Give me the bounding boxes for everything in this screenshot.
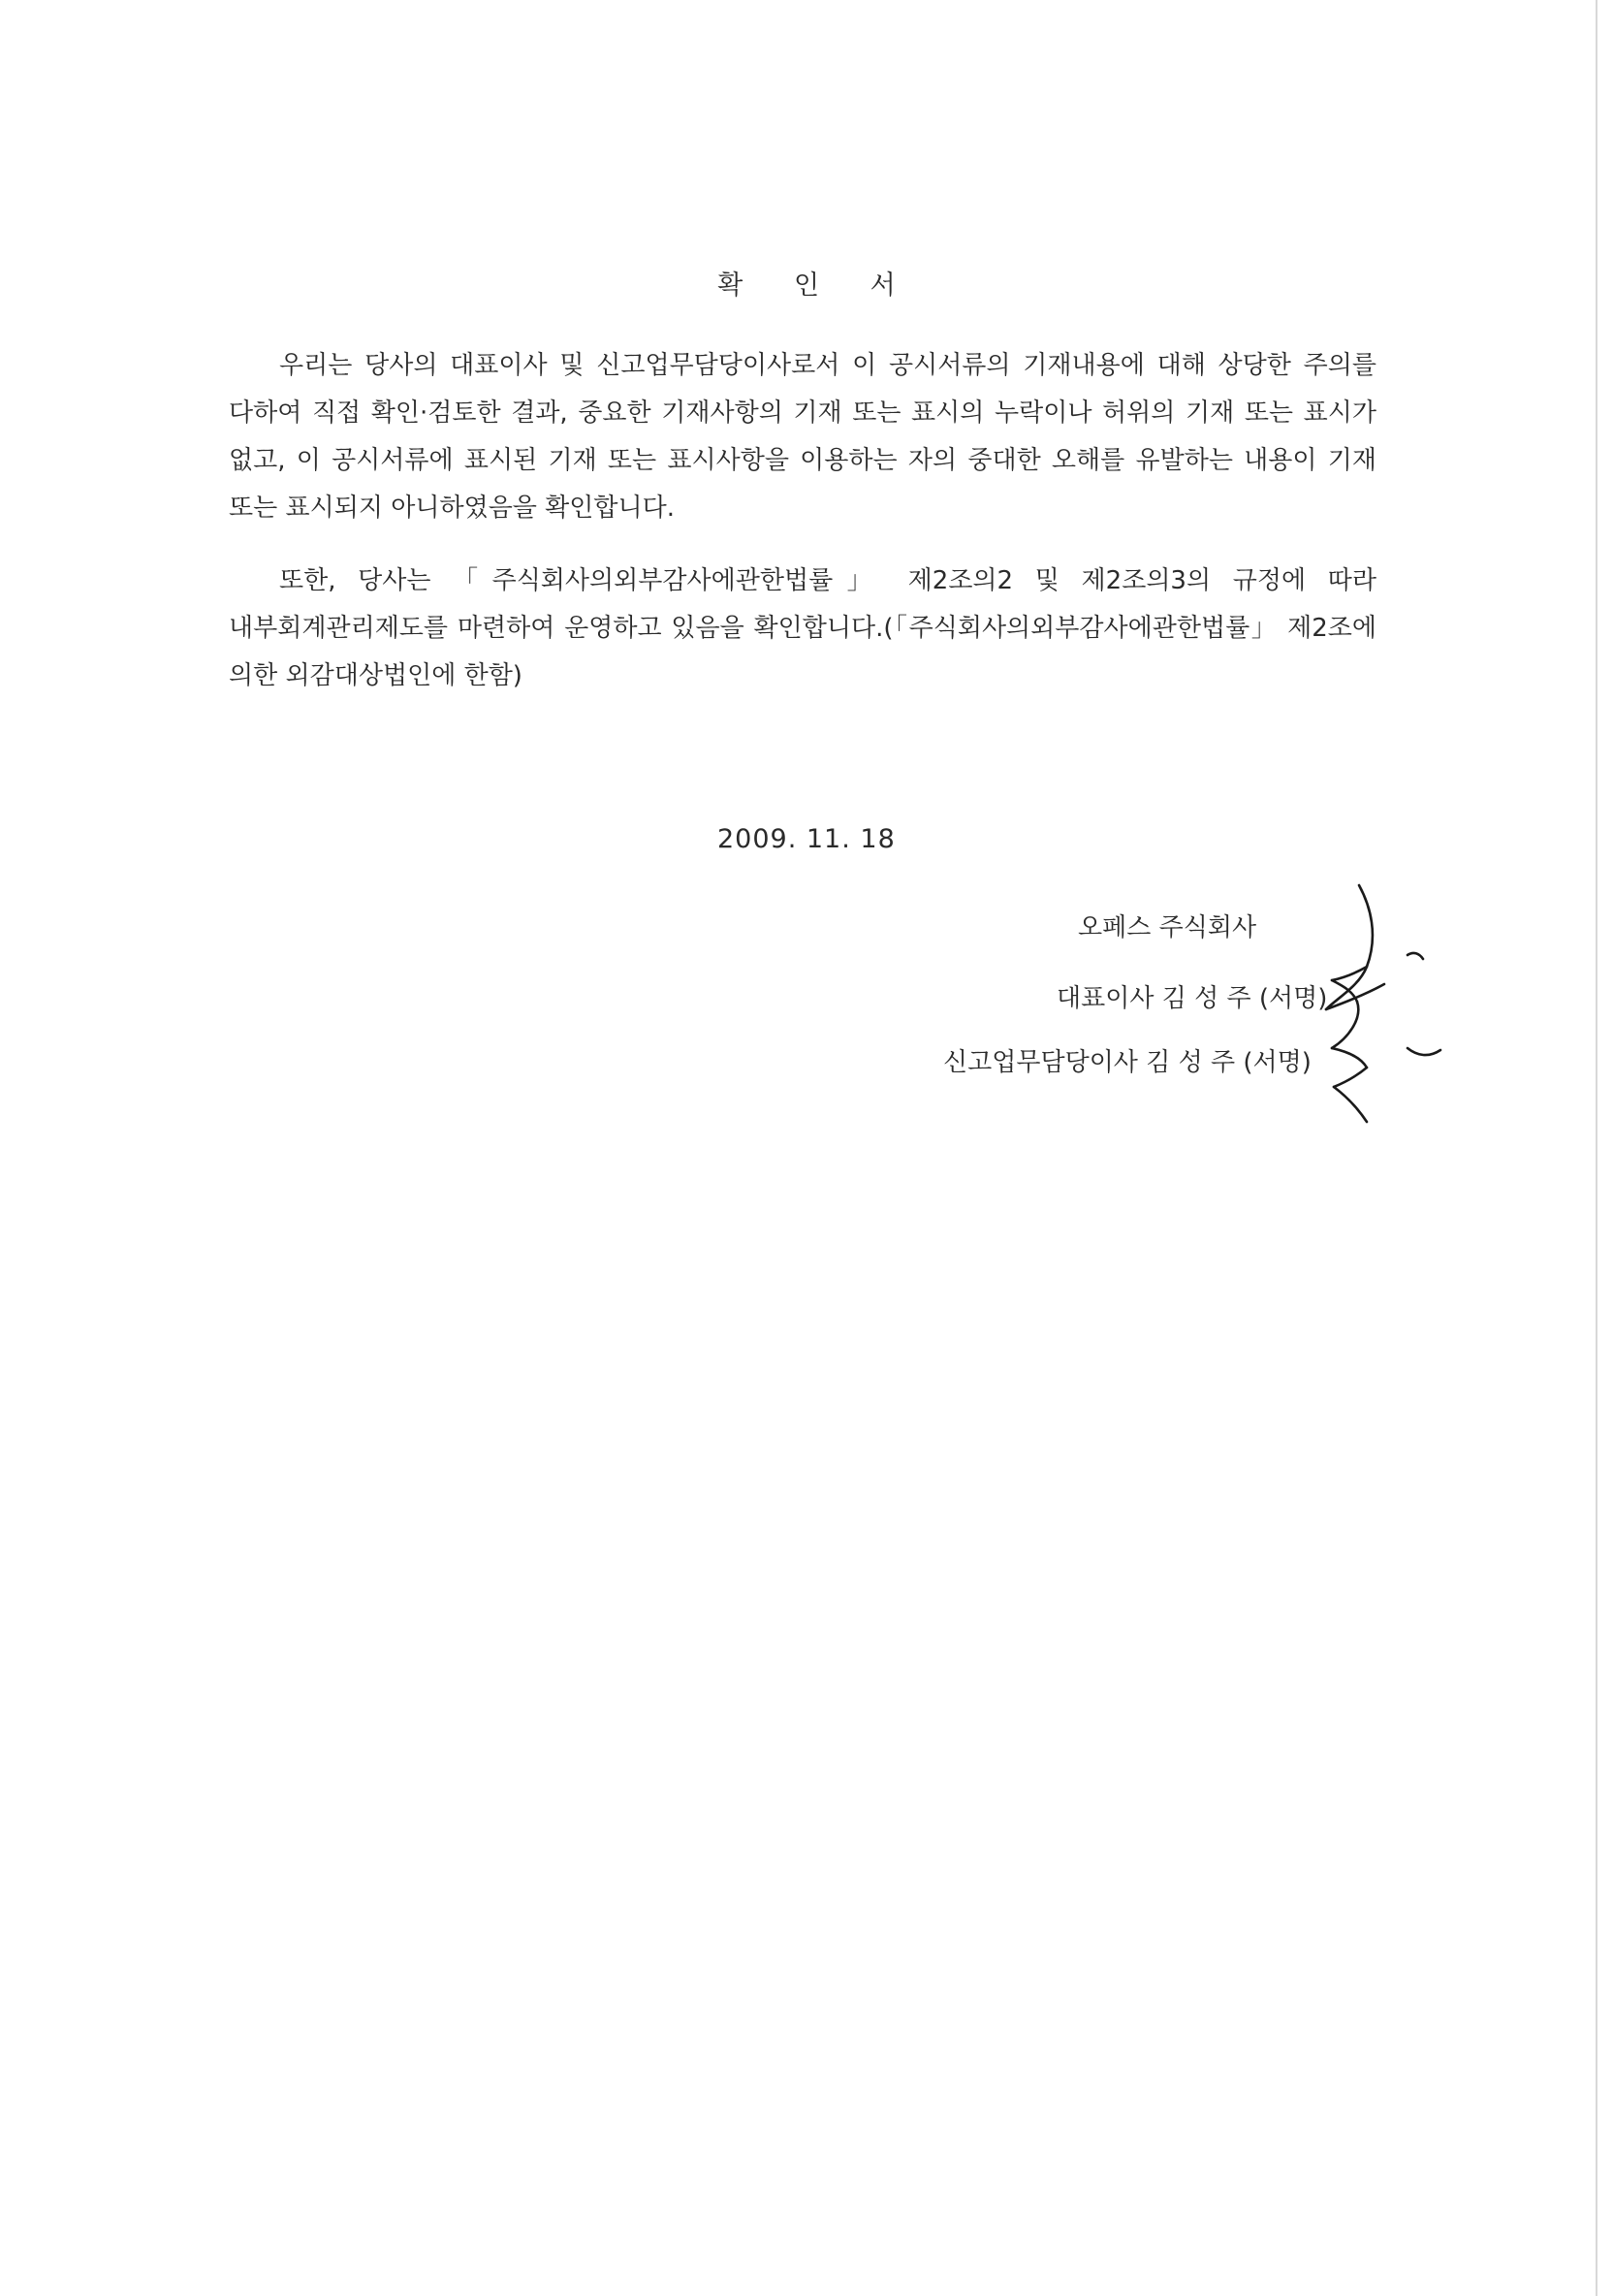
company-name: 오페스 주식회사 [1078,913,1257,942]
handwritten-signature [1299,877,1464,1130]
document-title: 확 인 서 [717,271,917,301]
internal-control-paragraph: 또한, 당사는 「주식회사의외부감사에관한법률」 제2조의2 및 제2조의3의 규정에 따라 내부회계관리제도를 마련하여 운영하고 있음을 확인합니다.(「주식회사의외부감사에관한법률」 제2조에 의한 외감대상법인에 한함) [229,566,1376,690]
disclosure-officer-line: 신고업무담당이사 김 성 주 (서명) [943,1048,1312,1077]
document-date: 2009. 11. 18 [717,824,896,854]
confirmation-paragraph: 우리는 당사의 대표이사 및 신고업무담당이사로서 이 공시서류의 기재내용에 대해 상당한 주의를 다하여 직접 확인·검토한 결과, 중요한 기재사항의 기재 또는 표시의 누락이나 허위의 기재 또는 표시가 없고, 이 공시서류에 표시된 기재 또는 표시사항을 이용하는 자의 중대한 오해를 유발하는 내용이 기재 또는 표시되지 아니하였음을 확인합니다. [229,351,1376,523]
page-edge [1596,0,1597,2296]
representative-line: 대표이사 김 성 주 (서명) [1057,984,1328,1013]
